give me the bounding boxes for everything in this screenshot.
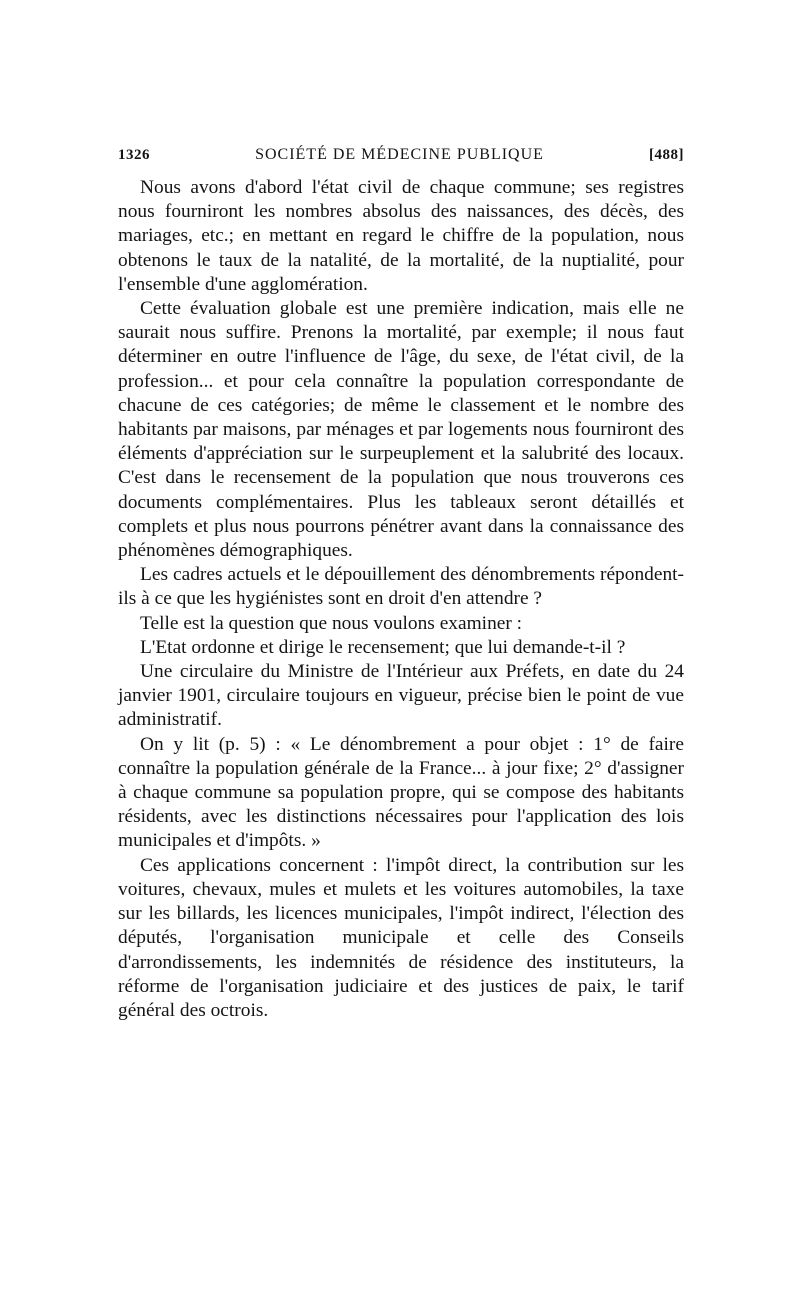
- section-number: [488]: [649, 147, 684, 163]
- running-title: SOCIÉTÉ DE MÉDECINE PUBLIQUE: [255, 146, 544, 163]
- paragraph: Ces applications concernent : l'impôt direct, la contribution sur les voitures, chevaux, mules et mulets et les voitures automobiles, la taxe sur les billards, les licences municipales, l'impôt indirect, l'élection des députés, l'organisation municipale et celle des Conseils d'arrondissements, les indemnités de résidence des instituteurs, la réforme de l'organisation judiciaire et des justices de paix, le tarif général des octrois.: [118, 854, 684, 1021]
- running-head: [118, 146, 684, 168]
- book-page: [118, 146, 684, 1023]
- paragraph: Nous avons d'abord l'état civil de chaque commune; ses registres nous fourniront les nombres absolus des naissances, des décès, des mariages, etc.; en mettant en regard le chiffre de la population, nous obtenons le taux de la natalité, de la mortalité, de la nuptialité, pour l'ensemble d'une agglomération.: [118, 177, 684, 295]
- paragraph: Cette évaluation globale est une première indication, mais elle ne saurait nous suffire. Prenons la mortalité, par exemple; il nous faut déterminer en outre l'influence de l'âge, du sexe, de l'état civil, de la profession... et pour cela connaître la population correspondante de chacune de ces catégories; de même le classement et le nombre des habitants par maisons, par ménages et par logements nous fourniront des éléments d'appréciation sur le surpeuplement et la salubrité des locaux. C'est dans le recensement de la population que nous trouverons ces documents complémentaires. Plus les tableaux seront détaillés et complets et plus nous pourrons pénétrer avant dans la connaissance des phénomènes démographiques.: [118, 298, 684, 562]
- page-number: 1326: [118, 147, 150, 163]
- paragraph: Les cadres actuels et le dépouillement des dénombrements répondent-ils à ce que les hygiénistes sont en droit d'en attendre ?: [118, 564, 684, 610]
- paragraph: L'Etat ordonne et dirige le recensement; que lui demande-t-il ?: [140, 636, 626, 658]
- paragraph: On y lit (p. 5) : « Le dénombrement a pour objet : 1° de faire connaître la population générale de la France... à jour fixe; 2° d'assigner à chaque commune sa population propre, qui se compose des habitants résidents, avec les distinctions nécessaires pour l'application des lois municipales et d'impôts. »: [118, 733, 684, 852]
- paragraph: Telle est la question que nous voulons examiner :: [140, 612, 523, 634]
- paragraph: Une circulaire du Ministre de l'Intérieur aux Préfets, en date du 24 janvier 1901, circulaire toujours en vigueur, précise bien le point de vue administratif.: [118, 661, 684, 731]
- body-text: [118, 176, 684, 1023]
